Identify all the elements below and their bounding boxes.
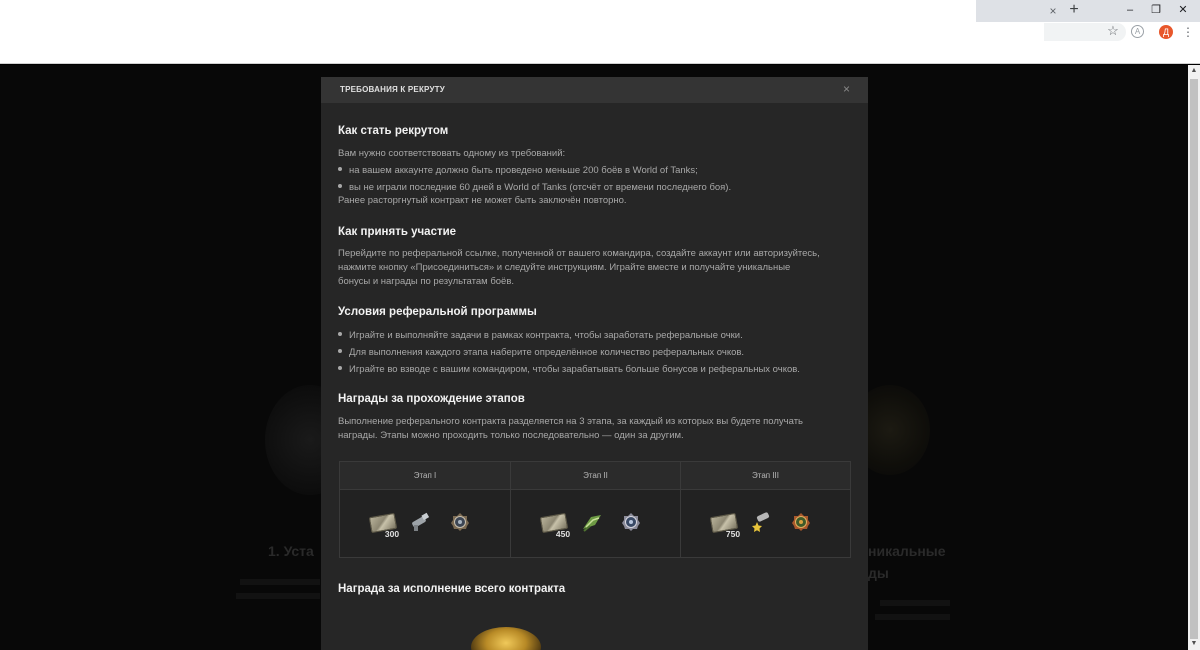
browser-menu-icon[interactable]: ⋮	[1182, 25, 1194, 39]
stage-rewards	[711, 507, 821, 537]
new-tab-icon[interactable]: +	[1069, 1, 1079, 18]
extension-icon[interactable]: A	[1131, 25, 1144, 38]
tab-strip	[0, 0, 1200, 22]
bullet-icon	[338, 349, 342, 353]
background-step-caption: 1. Уста	[268, 543, 314, 559]
bullet-icon	[338, 184, 342, 188]
section-heading-final-reward: Награда за исполнение всего контракта	[338, 583, 566, 595]
page-scrollbar[interactable]	[1188, 65, 1200, 650]
stage-rewards	[541, 507, 651, 537]
stage-rewards	[370, 507, 480, 537]
close-icon[interactable]: ×	[842, 82, 850, 96]
background-text-line	[875, 614, 950, 620]
close-tab-icon[interactable]: ×	[1049, 4, 1057, 18]
list-item: Играйте во взводе с вашим командиром, чтобы зарабатывать больше бонусов и реферальных очков.	[338, 363, 800, 376]
rewards-line: Выполнение реферального контракта разделяется на 3 этапа, за каждый из которых вы будете получать	[338, 416, 803, 427]
section-heading-recruit: Как стать рекрутом	[338, 125, 449, 137]
credits-amount: 300	[384, 529, 400, 539]
stage-column	[340, 462, 510, 557]
rewards-line: награды. Этапы можно проходить только последовательно — один за другим.	[338, 430, 684, 441]
stage-label: Этап I	[340, 462, 510, 490]
profile-avatar[interactable]: Д	[1159, 25, 1173, 39]
laurel-wreath-icon	[471, 627, 541, 650]
stage-column	[510, 462, 680, 557]
recruit-requirements-modal	[321, 77, 868, 650]
stage-column	[680, 462, 850, 557]
participate-line: нажмите кнопку «Присоединиться» и следуйте инструкциям. Играйте вместе и получайте уникальные	[338, 262, 791, 273]
list-item: Для выполнения каждого этапа наберите определённое количество реферальных очков.	[338, 346, 744, 359]
section-heading-conditions: Условия реферальной программы	[338, 306, 537, 318]
list-item: Играйте и выполняйте задачи в рамках контракта, чтобы заработать реферальные очки.	[338, 329, 743, 342]
modal-title: ТРЕБОВАНИЯ К РЕКРУТУ	[340, 85, 445, 94]
maximize-icon[interactable]: ❐	[1151, 4, 1161, 16]
scroll-thumb[interactable]	[1190, 79, 1198, 639]
credits-amount: 750	[725, 529, 741, 539]
equipment-star-icon	[751, 511, 773, 533]
badge-medal-icon	[450, 512, 470, 532]
participate-line: Перейдите по реферальной ссылке, полученной от вашего командира, создайте аккаунт или авторизуйтесь,	[338, 248, 820, 259]
active-tab[interactable]	[0, 0, 976, 22]
bullet-icon	[338, 332, 342, 336]
list-item: на вашем аккаунте должно быть проведено меньше 200 боёв в World of Tanks;	[338, 164, 698, 177]
section-heading-participate: Как принять участие	[338, 226, 457, 238]
list-item: вы не играли последние 60 дней в World of Tanks (отсчёт от времени последнего боя).	[338, 181, 731, 194]
close-window-icon[interactable]: ✕	[1178, 4, 1188, 16]
background-text-line	[240, 579, 320, 585]
equipment-scope-icon	[410, 511, 432, 533]
stage-label: Этап II	[511, 462, 680, 490]
scroll-up-arrow-icon[interactable]: ▲	[1190, 67, 1198, 74]
minimize-icon[interactable]: –	[1126, 4, 1134, 16]
modal-header	[321, 77, 868, 103]
badge-medal-icon	[621, 512, 641, 532]
stages-table	[339, 461, 851, 558]
background-text-line	[236, 593, 320, 599]
background-step-caption-right-2: ды	[868, 565, 889, 581]
bullet-icon	[338, 167, 342, 171]
participate-line: бонусы и награды по результатам боёв.	[338, 276, 515, 287]
section-heading-rewards: Награды за прохождение этапов	[338, 393, 525, 405]
browser-toolbar	[0, 22, 1200, 64]
equipment-camouflage-icon	[581, 511, 603, 533]
background-step-caption-right: никальные	[868, 543, 946, 559]
bullet-icon	[338, 366, 342, 370]
recruit-note: Ранее расторгнутый контракт не может быть заключён повторно.	[338, 195, 627, 206]
background-text-line	[880, 600, 950, 606]
badge-medal-icon	[791, 512, 811, 532]
stage-label: Этап III	[681, 462, 850, 490]
bookmark-star-icon[interactable]: ☆	[1107, 23, 1119, 38]
recruit-intro: Вам нужно соответствовать одному из требований:	[338, 148, 566, 159]
scroll-down-arrow-icon[interactable]: ▼	[1190, 640, 1198, 647]
credits-amount: 450	[555, 529, 571, 539]
